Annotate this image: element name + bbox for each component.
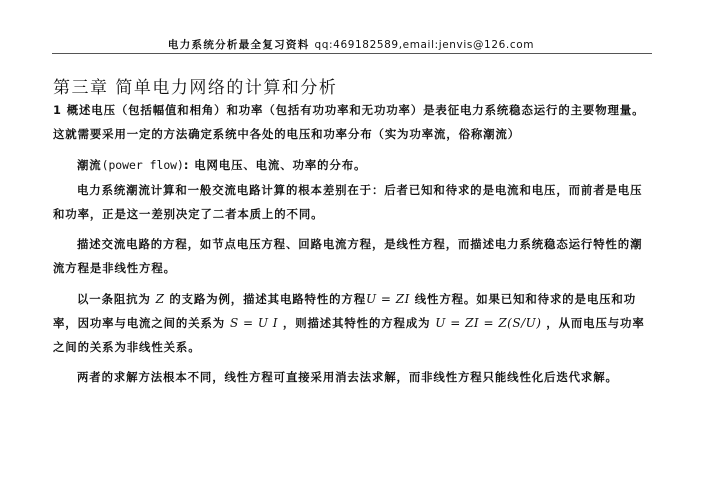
paragraph-branch-example xyxy=(53,287,649,359)
power-flow-definition-text: : 电网电压、电流、功率的分布。 xyxy=(183,158,367,172)
example-text-e: ，从而电压与功率之间的关系为非线性关系。 xyxy=(53,316,645,354)
equation-linear: U = ZI xyxy=(366,292,410,306)
power-flow-term-cn: 潮流 xyxy=(77,158,102,172)
paragraph-overview: 1 概述电压（包括幅值和相角）和功率（包括有功功率和无功功率）是表征电力系统稳态运行的主要物理量。这就需要采用一定的方法确定系统中各处的电压和功率分布（实为功率流，俗称潮流） xyxy=(53,103,645,141)
paragraph-equations-text: 描述交流电路的方程，如节点电压方程、回路电流方程，是线性方程，而描述电力系统稳态运行特性的潮流方程是非线性方程。 xyxy=(53,237,643,275)
equation-nonlinear: U = ZI = Z(S/U) xyxy=(435,316,542,330)
example-text-c: 线性方程。如果已知和待求的是电压和功率，因功率与电流之间的关系为 xyxy=(53,292,636,330)
page-header xyxy=(0,37,702,52)
header-contact: qq:469182589,email:jenvis@126.com xyxy=(314,39,535,51)
paragraph-solution-methods xyxy=(53,365,649,389)
header-divider xyxy=(52,53,652,54)
paragraph-difference-text: 电力系统潮流计算和一般交流电路计算的根本差别在于：后者已知和待求的是电流和电压，而前者是电压和功率，正是这一差别决定了二者本质上的不同。 xyxy=(53,183,643,221)
paragraph-power-flow-definition xyxy=(53,153,649,177)
paragraph-solution-methods-text: 两者的求解方法根本不同，线性方程可直接采用消去法求解，而非线性方程只能线性化后迭代求解。 xyxy=(77,370,618,384)
power-flow-term-en: (power flow) xyxy=(101,158,184,172)
equation-power: S = U I xyxy=(229,316,279,330)
example-text-a: 以一条阻抗为 xyxy=(77,292,151,306)
chapter-title: 第三章 简单电力网络的计算和分析 xyxy=(53,78,338,98)
example-text-b: 的支路为例，描述其电路特性的方程 xyxy=(169,292,366,306)
example-text-d: ，则描述其特性的方程成为 xyxy=(282,316,431,330)
paragraph-difference xyxy=(53,178,649,226)
impedance-symbol: Z xyxy=(155,292,165,306)
paragraph-equations xyxy=(53,232,649,280)
header-title: 电力系统分析最全复习资料 xyxy=(167,39,310,51)
